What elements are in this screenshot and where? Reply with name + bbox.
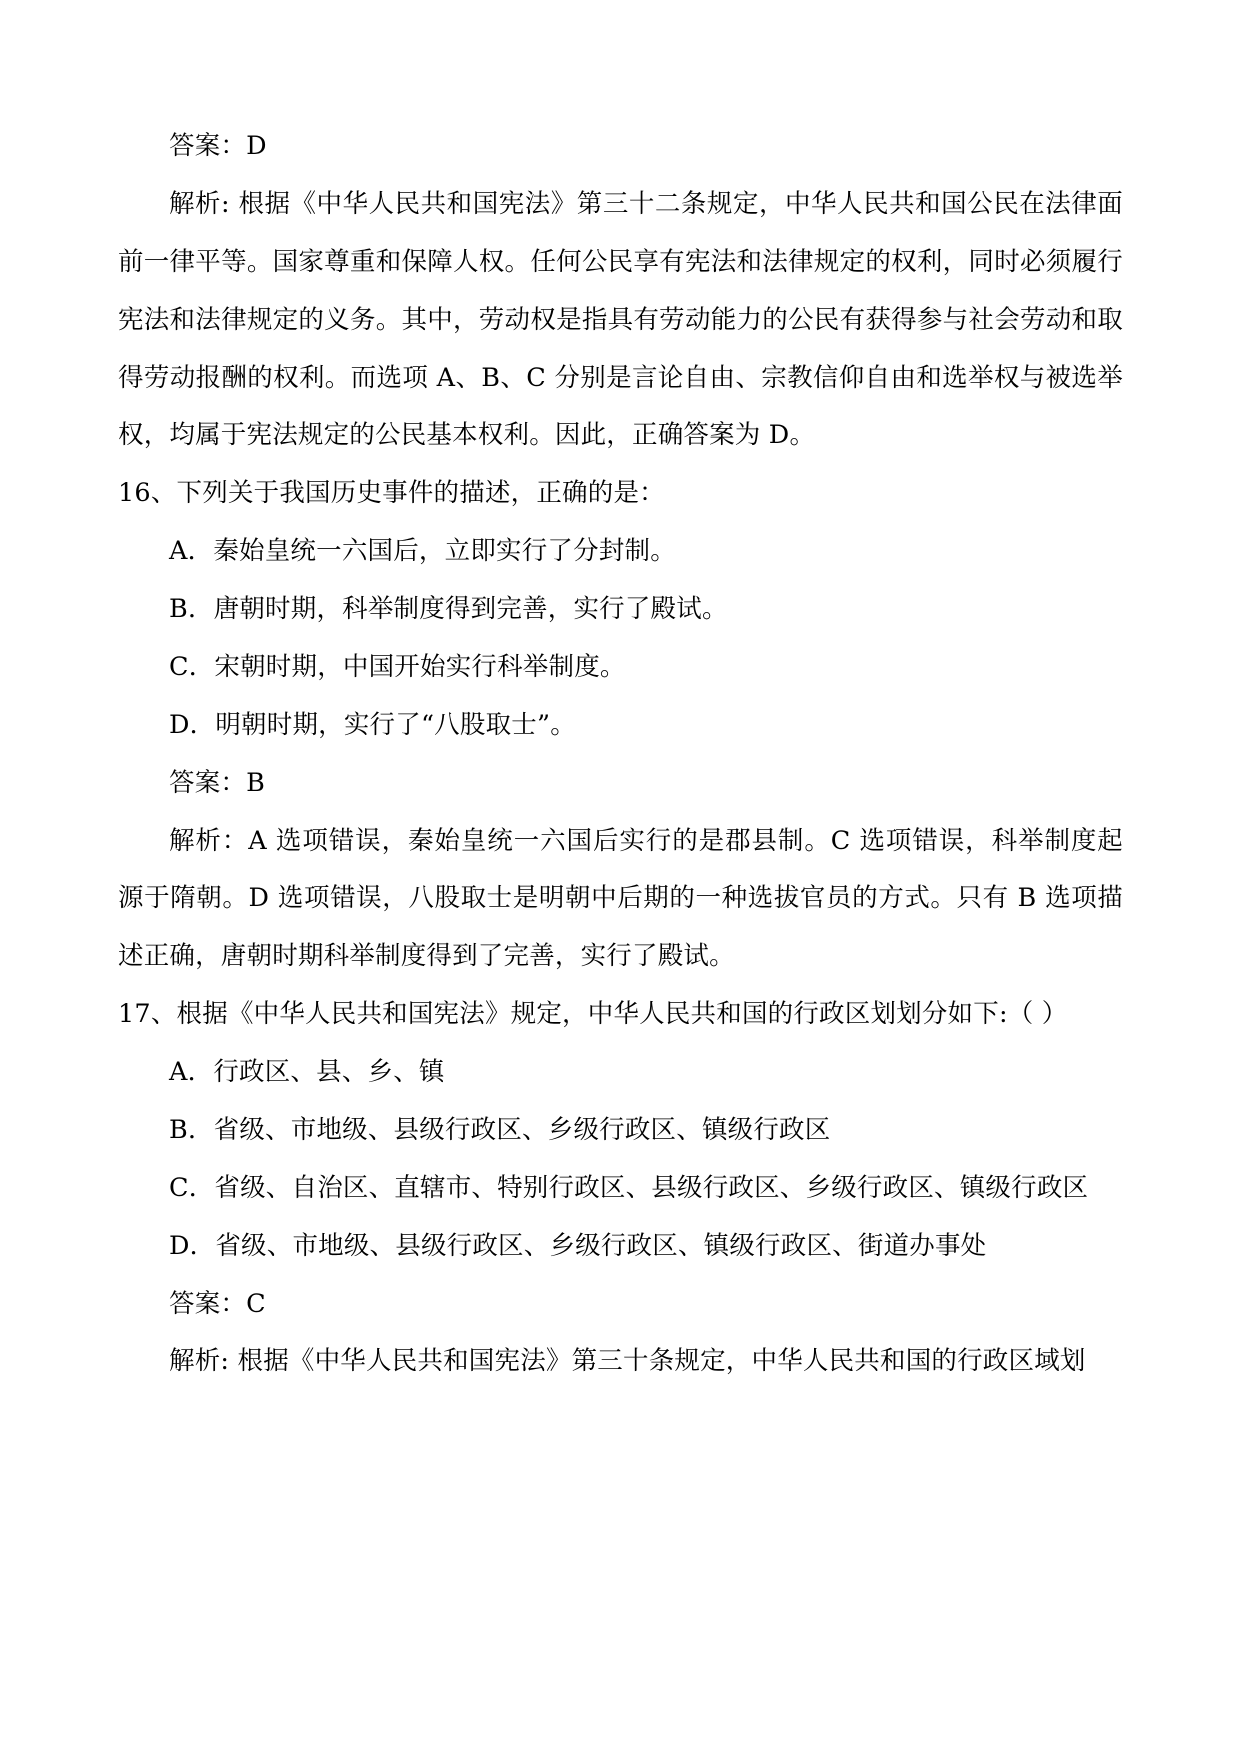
- question-17-option-b: B．省级、市地级、县级行政区、乡级行政区、镇级行政区: [169, 1114, 831, 1145]
- question-17-explanation: 解析: 根据《中华人民共和国宪法》第三十条规定，中华人民共和国的行政区域划: [169, 1346, 1086, 1377]
- question-16: 16、下列关于我国历史事件的描述，正确的是：: [118, 478, 665, 509]
- question-17-answer: 答案：C: [169, 1288, 266, 1319]
- question-17-option-c: C．省级、自治区、直辖市、特别行政区、县级行政区、乡级行政区、镇级行政区: [169, 1172, 1089, 1203]
- answer-line: 答案：D: [169, 131, 267, 161]
- document-body: [118, 118, 1123, 1391]
- question-17: 17、根据《中华人民共和国宪法》规定，中华人民共和国的行政区划划分如下:（ ）: [118, 999, 1068, 1030]
- question-16-explanation: 解析：A 选项错误，秦始皇统一六国后实行的是郡县制。C 选项错误，科举制度起源于隋朝。D 选项错误，八股取士是明朝中后期的一种选拔官员的方式。只有 B 选项描述正确，唐朝时期科举制度得到了完善，实行了殿试。: [118, 825, 1123, 972]
- question-16-option-c: C．宋朝时期，中国开始实行科举制度。: [169, 651, 626, 682]
- question-17-option-d: D．省级、市地级、县级行政区、乡级行政区、镇级行政区、街道办事处: [169, 1230, 987, 1261]
- explanation-paragraph: 解析: 根据《中华人民共和国宪法》第三十二条规定，中华人民共和国公民在法律面前一律平等。国家尊重和保障人权。任何公民享有宪法和法律规定的权利，同时必须履行宪法和法律规定的义务。其中，劳动权是指具有劳动能力的公民有获得参与社会劳动和取得劳动报酬的权利。而选项 A、B、C 分别是言论自由、宗教信仰自由和选举权与被选举权，均属于宪法规定的公民基本权利。因此，正确答案为 D。: [118, 188, 1123, 451]
- question-17-option-a: A．行政区、县、乡、镇: [169, 1057, 445, 1087]
- question-16-answer: 答案：B: [169, 767, 266, 798]
- question-16-option-a: A．秦始皇统一六国后，立即实行了分封制。: [169, 536, 676, 567]
- question-16-option-b: B．唐朝时期，科举制度得到完善，实行了殿试。: [169, 594, 728, 624]
- question-16-option-d: D．明朝时期，实行了“八股取士”。: [169, 709, 576, 740]
